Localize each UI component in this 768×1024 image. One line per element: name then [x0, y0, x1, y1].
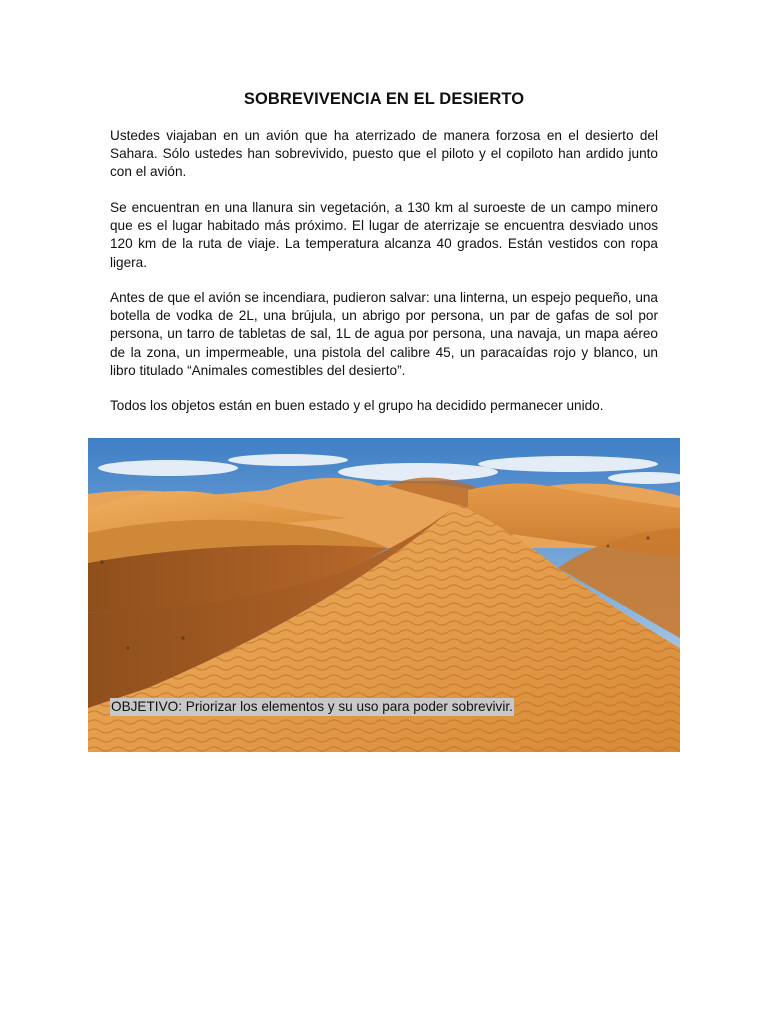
paragraph-intro: Ustedes viajaban en un avión que ha aterrizado de manera forzosa en el desierto del Sahara. Sólo ustedes han sobrevivido, puesto que el piloto y el copiloto han ardido junto con el avión. — [110, 128, 658, 180]
objective-text: OBJETIVO: Priorizar los elementos y su uso para poder sobrevivir. — [111, 699, 513, 714]
paragraph-location: Se encuentran en una llanura sin vegetación, a 130 km al suroeste de un campo minero que es el lugar habitado más próximo. El lugar de aterrizaje se encuentra desviado unos 120 km de la ruta de viaje. La temperatura alcanza 40 grados. Están vestidos con ropa ligera. — [110, 200, 658, 270]
paragraph-items: Antes de que el avión se incendiara, pudieron salvar: una linterna, un espejo pequeño, una botella de vodka de 2L, una brújula, un abrigo por persona, un par de gafas de sol por persona, un tarro de tabletas de sal, 1L de agua por persona, una navaja, un mapa aéreo de la zona, un impermeable, una pistola del calibre 45, un paracaídas rojo y blanco, un libro titulado “Animales comestibles del desierto”. — [110, 290, 658, 378]
paragraph-condition: Todos los objetos están en buen estado y el grupo ha decidido permanecer unido. — [110, 398, 604, 413]
document-title: SOBREVIVENCIA EN EL DESIERTO — [243, 90, 525, 108]
